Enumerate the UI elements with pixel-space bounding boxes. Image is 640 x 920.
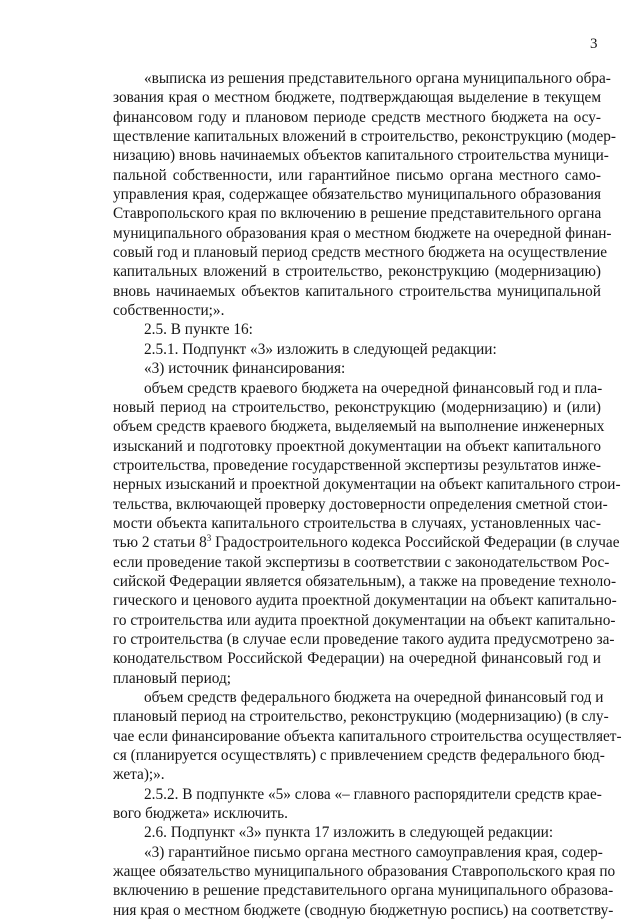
text-line: 2.5.1. Подпункт «3» изложить в следующей редакции: (144, 340, 497, 358)
text-line: строительства, проведение государственной экспертизы результатов инже- (113, 456, 602, 474)
text-line: 2.5. В пункте 16: (144, 321, 253, 339)
text-line: сийской Федерации является обязательным), а также на проведение техноло- (113, 572, 617, 590)
text-line: финансовом году и плановом периоде средств местного бюджета на осу- (113, 108, 601, 126)
text-line: вого бюджета» исключить. (113, 805, 288, 823)
text-line: плановый период на строительство, реконструкцию (модернизацию) (в слу- (113, 708, 609, 726)
text-line: зования края о местном бюджете, подтверждающая выделение в текущем (113, 89, 601, 107)
text-line: изысканий и подготовку проектной документации на объект капитального (113, 437, 601, 455)
text-line: низацию) вновь начинаемых объектов капитального строительства муници- (113, 147, 609, 165)
text-line: нерных изысканий и проектной документации на объект капитального строи- (113, 476, 621, 494)
text-line: 2.6. Подпункт «3» пункта 17 изложить в следующей редакции: (144, 824, 554, 842)
text-line: пальной собственности, или гарантийное письмо органа местного само- (113, 166, 601, 184)
text-line: 2.5.2. В подпункте «5» слова «– главного распорядители средств крае- (144, 785, 602, 803)
text-line: включению в решение представительного органа муниципального образова- (113, 882, 614, 900)
text-line: «3) гарантийное письмо органа местного самоуправления края, содер- (144, 843, 603, 861)
text-line: объем средств краевого бюджета на очередной финансовый год и пла- (144, 379, 603, 397)
text-line: управления края, содержащее обязательство муниципального образования (113, 186, 601, 204)
text-line: новый период на строительство, реконструкцию (модернизацию) и (или) (113, 398, 601, 416)
text-segment: тью 2 статьи 8 (113, 534, 207, 552)
text-line: если проведение такой экспертизы в соответствии с законодательством Рос- (113, 553, 610, 571)
text-line: муниципального образования края о местном бюджете на очередной финан- (113, 224, 612, 242)
text-line: капитальных вложений в строительство, реконструкцию (модернизацию) (113, 263, 601, 281)
text-segment: Градостроительного кодекса Российской Федерации (в случае (211, 534, 620, 552)
text-line: совый год и плановый период средств местного бюджета на осуществление (113, 244, 608, 262)
text-line: ществление капитальных вложений в строительство, реконструкцию (модер- (113, 128, 617, 146)
text-line: собственности;». (113, 302, 225, 320)
text-line: плановый период; (113, 669, 232, 687)
page-number: 3 (590, 36, 598, 52)
text-line: Ставропольского края по включению в решение представительного органа (113, 205, 602, 223)
text-line: конодательством Российской Федерации) на очередной финансовый год и (113, 650, 601, 668)
text-line: «выписка из решения представительного органа муниципального обра- (144, 70, 611, 87)
text-line: тельства, включающей проверку достоверности определения сметной стои- (113, 495, 608, 513)
text-line: объем средств федерального бюджета на очередной финансовый год и (144, 689, 604, 706)
superscript: 3 (206, 533, 212, 544)
text-line: ния края о местном бюджете (сводную бюджетную роспись) на соответству- (113, 901, 614, 919)
text-line: жета);». (113, 766, 165, 784)
text-line: мости объекта капитального строительства в случаях, установленных час- (113, 514, 601, 532)
text-line: «3) источник финансирования: (144, 360, 346, 378)
text-line (113, 533, 620, 552)
text-line: го строительства (в случае если проведение такого аудита предусмотрено за- (113, 630, 615, 648)
text-line: вновь начинаемых объектов капитального строительства муниципальной (113, 282, 601, 300)
text-line: гического и ценового аудита проектной документации на объект капитально- (113, 592, 617, 610)
document-body (113, 69, 622, 920)
text-line: ся (планируется осуществлять) с привлечением средств федерального бюд- (113, 747, 605, 765)
text-line: жащее обязательство муниципального образования Ставропольского края по (113, 863, 616, 881)
text-line: го строительства или аудита проектной документации на объект капитально- (113, 611, 616, 629)
text-line: объем средств краевого бюджета, выделяемый на выполнение инженерных (113, 418, 605, 436)
text-line: чае если финансирование объекта капитального строительства осуществляет- (113, 727, 622, 745)
